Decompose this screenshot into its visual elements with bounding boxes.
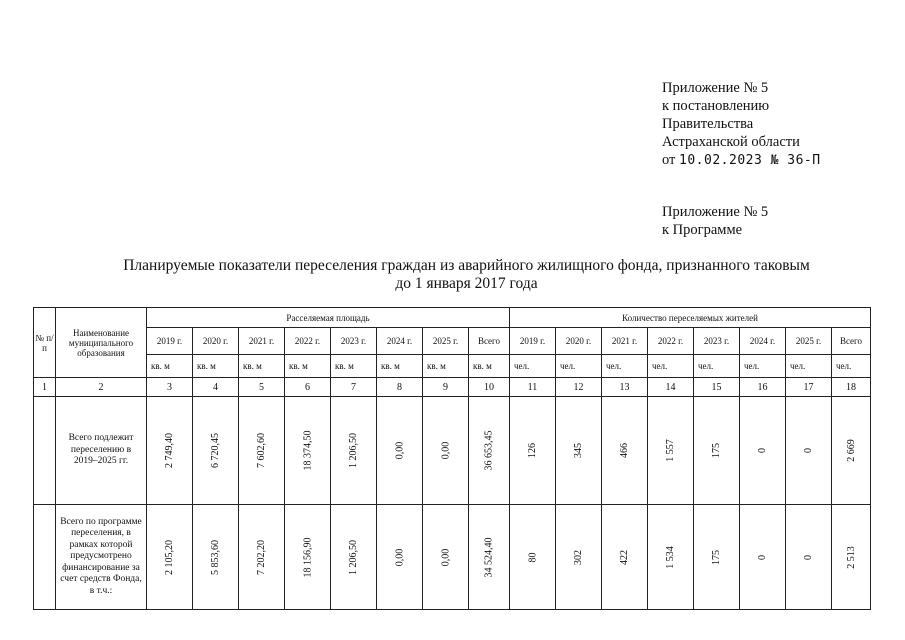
people-value-cell [740, 505, 786, 610]
column-number: 7 [331, 378, 377, 397]
row-number [34, 397, 56, 505]
year-header: Всего [832, 328, 871, 355]
area-value-cell [331, 505, 377, 610]
people-value-cell [694, 397, 740, 505]
header-row-years [34, 328, 871, 355]
column-number: 6 [285, 378, 331, 397]
column-number: 2 [56, 378, 147, 397]
year-header: 2021 г. [239, 328, 285, 355]
people-value: 422 [619, 549, 630, 565]
appendix-date-prefix: от [662, 152, 676, 168]
people-value: 2 513 [845, 545, 857, 569]
column-number: 13 [602, 378, 648, 397]
area-value-cell [239, 397, 285, 505]
area-value: 36 653,45 [483, 430, 495, 471]
people-value: 0 [803, 448, 814, 453]
unit-header: чел. [510, 355, 556, 378]
area-value-cell [377, 505, 423, 610]
people-value: 1 534 [665, 545, 676, 569]
people-value-cell [740, 397, 786, 505]
column-number: 3 [147, 378, 193, 397]
year-header: 2022 г. [285, 328, 331, 355]
area-value: 5 853,60 [210, 539, 221, 575]
column-number: 16 [740, 378, 786, 397]
appendix-government: Правительства [662, 116, 754, 132]
people-value: 175 [711, 549, 722, 565]
area-value-cell [239, 505, 285, 610]
people-value-cell [648, 397, 694, 505]
area-value: 6 720,45 [210, 433, 221, 468]
unit-header: кв. м [285, 355, 331, 378]
year-header: 2022 г. [648, 328, 694, 355]
column-number: 8 [377, 378, 423, 397]
people-value-cell [556, 397, 602, 505]
unit-header: кв. м [239, 355, 285, 378]
area-value: 18 374,50 [302, 430, 313, 471]
appendix-region: Астраханской области [662, 134, 800, 150]
area-value-cell [377, 397, 423, 505]
unit-header: кв. м [377, 355, 423, 378]
appendix-block-decree [662, 79, 821, 170]
appendix-number: Приложение № 5 [662, 80, 769, 96]
column-number: 12 [556, 378, 602, 397]
area-value: 7 602,60 [256, 433, 267, 468]
people-value: 126 [527, 443, 538, 458]
area-value-cell [469, 505, 510, 610]
header-area-group: Расселяемая площадь [147, 308, 510, 328]
area-value: 18 156,90 [302, 537, 313, 577]
area-value-cell [423, 505, 469, 610]
row-municipality-name: Всего подлежит переселению в 2019–2025 гг. [56, 397, 147, 505]
year-header: 2019 г. [510, 328, 556, 355]
year-header: 2020 г. [556, 328, 602, 355]
people-value: 1 557 [665, 439, 676, 462]
appendix-number-2: Приложение № 5 [662, 204, 769, 220]
unit-header: чел. [694, 355, 740, 378]
resettlement-table [33, 307, 871, 610]
header-people-group: Количество переселяемых жителей [510, 308, 871, 328]
area-value: 0,00 [394, 548, 405, 566]
people-value-cell [832, 397, 871, 505]
unit-header: кв. м [469, 355, 510, 378]
year-header: 2024 г. [740, 328, 786, 355]
area-value: 7 202,20 [256, 539, 267, 575]
people-value: 2 669 [845, 439, 857, 462]
column-number: 17 [786, 378, 832, 397]
appendix-block-program [662, 203, 768, 239]
column-number: 10 [469, 378, 510, 397]
area-value-cell [331, 397, 377, 505]
area-value: 2 105,20 [164, 539, 175, 575]
year-header: 2025 г. [423, 328, 469, 355]
row-number [34, 505, 56, 610]
header-row-units [34, 355, 871, 378]
area-value-cell [285, 397, 331, 505]
column-number: 1 [34, 378, 56, 397]
table-body [34, 308, 871, 610]
table-row [34, 397, 871, 505]
column-number: 11 [510, 378, 556, 397]
column-number: 9 [423, 378, 469, 397]
decree-date-stamp: 10.02.2023 № 36-П [679, 153, 821, 168]
people-value: 175 [711, 443, 722, 458]
area-value-cell [193, 505, 239, 610]
header-row-groups [34, 308, 871, 328]
people-value: 80 [527, 552, 538, 562]
year-header: 2020 г. [193, 328, 239, 355]
header-num: № п/п [34, 308, 56, 378]
unit-header: кв. м [193, 355, 239, 378]
column-number: 15 [694, 378, 740, 397]
area-value-cell [469, 397, 510, 505]
area-value: 34 524,40 [483, 537, 495, 577]
unit-header: чел. [602, 355, 648, 378]
year-header: 2025 г. [786, 328, 832, 355]
year-header: Всего [469, 328, 510, 355]
people-value-cell [694, 505, 740, 610]
appendix-to-program: к Программе [662, 222, 743, 238]
area-value: 1 206,50 [348, 433, 359, 468]
people-value-cell [510, 505, 556, 610]
people-value-cell [556, 505, 602, 610]
year-header: 2023 г. [331, 328, 377, 355]
people-value-cell [648, 505, 694, 610]
people-value-cell [832, 505, 871, 610]
title-line-2: до 1 января 2017 года [395, 275, 538, 292]
year-header: 2024 г. [377, 328, 423, 355]
people-value: 0 [757, 448, 768, 453]
area-value: 0,00 [440, 548, 451, 566]
people-value-cell [602, 505, 648, 610]
unit-header: чел. [556, 355, 602, 378]
appendix-to-decree: к постановлению [662, 98, 770, 114]
people-value: 0 [803, 554, 814, 560]
year-header: 2021 г. [602, 328, 648, 355]
row-municipality-name: Всего по программе переселения, в рамках которой предусмотрено финансирование за счет средств Фонда, в т.ч.: [56, 505, 147, 610]
people-value: 0 [757, 554, 768, 560]
document-title [0, 257, 905, 293]
unit-header: чел. [832, 355, 871, 378]
column-number: 4 [193, 378, 239, 397]
unit-header: кв. м [423, 355, 469, 378]
unit-header: чел. [740, 355, 786, 378]
column-number: 14 [648, 378, 694, 397]
area-value-cell [423, 397, 469, 505]
people-value-cell [786, 505, 832, 610]
column-number: 18 [832, 378, 871, 397]
year-header: 2019 г. [147, 328, 193, 355]
title-line-1: Планируемые показатели переселения граждан из аварийного жилищного фонда, признанного таковым [123, 257, 810, 274]
area-value-cell [147, 397, 193, 505]
header-row-column-numbers [34, 378, 871, 397]
area-value-cell [193, 397, 239, 505]
area-value: 0,00 [394, 441, 405, 460]
area-value-cell [147, 505, 193, 610]
area-value-cell [285, 505, 331, 610]
year-header: 2023 г. [694, 328, 740, 355]
area-value: 0,00 [440, 441, 451, 460]
people-value: 302 [573, 549, 584, 565]
people-value: 345 [573, 443, 584, 458]
column-number: 5 [239, 378, 285, 397]
area-value: 1 206,50 [348, 539, 359, 575]
people-value-cell [602, 397, 648, 505]
table-row [34, 505, 871, 610]
people-value-cell [786, 397, 832, 505]
unit-header: чел. [648, 355, 694, 378]
people-value-cell [510, 397, 556, 505]
header-municipality: Наименование муниципального образования [56, 308, 147, 378]
area-value: 2 749,40 [164, 433, 175, 468]
unit-header: чел. [786, 355, 832, 378]
people-value: 466 [619, 443, 630, 458]
unit-header: кв. м [331, 355, 377, 378]
appendix-date-line [662, 151, 821, 170]
unit-header: кв. м [147, 355, 193, 378]
